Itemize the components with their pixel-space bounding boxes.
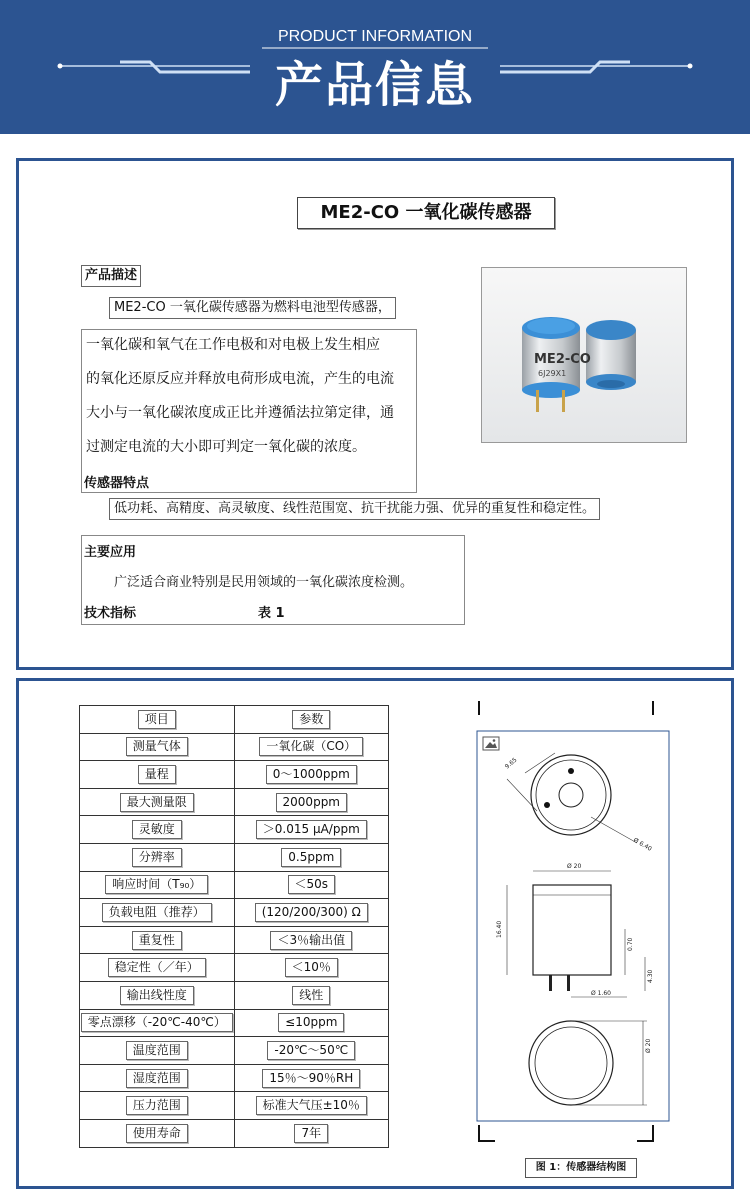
table-row [80,899,389,927]
spec-item-label: 灵敏度 [132,820,182,839]
application-box [81,535,465,625]
specs-label: 技术指标 [84,606,137,621]
features-label: 传感器特点 [84,476,150,491]
spec-item-cell [80,1064,235,1092]
table-header-row [80,706,389,734]
description-line: 过测定电流的大小即可判定一氧化碳的浓度。 [86,439,366,455]
spec-item-cell [80,954,235,982]
spec-value-label: (120/200/300) Ω [255,903,368,922]
spec-value-label: ＞0.015 μA/ppm [256,820,367,839]
table-row [80,1064,389,1092]
spec-item-label: 负载电阻（推荐） [102,903,212,922]
spec-value-cell [234,981,388,1009]
spec-item-cell [80,981,235,1009]
header-banner [0,0,750,134]
dim-base: Ø 20 [645,1038,652,1053]
table-row [80,871,389,899]
spec-item-label: 使用寿命 [126,1124,188,1143]
spec-value-cell [234,1119,388,1147]
spec-value-cell [234,1037,388,1065]
spec-value-label: 0～1000ppm [266,765,357,784]
description-line: 一氧化碳和氧气在工作电极和对电极上发生相应 [86,337,380,353]
spec-item-cell [80,1009,235,1037]
spec-value-label: ＜50s [288,875,336,894]
spec-value-label: 参数 [292,710,330,729]
table-row [80,1119,389,1147]
spec-item-cell [80,788,235,816]
spec-item-label: 项目 [138,710,176,729]
spec-value-label: ≤10ppm [278,1013,344,1032]
spec-item-cell [80,926,235,954]
product-description-panel [16,158,734,670]
spec-item-label: 稳定性（／年） [108,958,206,977]
spec-item-cell [80,843,235,871]
table-reference: 表 1 [258,606,285,621]
spec-value-label: 线性 [292,986,330,1005]
spec-item-cell [80,1037,235,1065]
spec-item-label: 压力范围 [126,1096,188,1115]
header-cn-title: 产品信息 [274,57,475,113]
table-row [80,954,389,982]
table-row [80,1092,389,1120]
spec-value-label: ＜10％ [285,958,338,977]
spec-item-cell [80,1092,235,1120]
spec-value-cell [234,733,388,761]
spec-item-label: 重复性 [132,931,182,950]
drawing-caption: 图 1：传感器结构图 [525,1158,637,1178]
spec-item-label: 分辨率 [132,848,182,867]
description-line: 大小与一氧化碳浓度成正比并遵循法拉第定律，通 [86,405,394,421]
dim-pin-diameter: Ø 1.60 [591,990,611,997]
image-placeholder-icon [483,737,499,750]
spec-value-cell [234,816,388,844]
structure-drawing [467,693,687,1153]
spec-item-cell [80,816,235,844]
spec-value-cell [234,1092,388,1120]
spec-item-label: 湿度范围 [126,1069,188,1088]
product-photo [481,267,687,443]
specification-panel [16,678,734,1189]
spec-value-cell [234,926,388,954]
description-label: 产品描述 [81,265,141,287]
spec-item-label: 零点漂移（-20℃-40℃） [81,1013,233,1032]
application-text: 广泛适合商业特别是民用领域的一氧化碳浓度检测。 [114,575,414,590]
description-line: 的氧化还原反应并释放电荷形成电流，产生的电流 [86,371,394,387]
header-en-title: PRODUCT INFORMATION [277,28,473,45]
spec-value-label: ＜3％输出值 [270,931,352,950]
dim-outer: Ø 6.40 [632,836,653,853]
features-text: 低功耗、高精度、高灵敏度、线性范围宽、抗干扰能力强、优异的重复性和稳定性。 [109,498,600,520]
product-title: ME2-CO 一氧化碳传感器 [297,197,555,229]
spec-item-label: 输出线性度 [120,986,194,1005]
spec-item-cell [80,733,235,761]
spec-value-cell [234,954,388,982]
table-row [80,843,389,871]
spec-value-label: 0.5ppm [281,848,341,867]
spec-item-label: 响应时间（T₉₀） [105,875,208,894]
table-row [80,926,389,954]
spec-item-cell [80,871,235,899]
table-row [80,816,389,844]
spec-item-cell [80,706,235,734]
dim-step: 0.70 [627,937,634,951]
dim-body: Ø 20 [567,863,582,870]
spec-value-label: 7年 [294,1124,328,1143]
dim-pin-length: 4.30 [647,969,654,983]
dim-height: 16.40 [496,920,503,938]
spec-item-cell [80,1119,235,1147]
spec-value-cell [234,899,388,927]
spec-item-cell [80,899,235,927]
photo-label: ME2-CO [534,352,591,367]
table-row [80,1009,389,1037]
spec-table [79,705,389,1148]
spec-value-cell [234,788,388,816]
table-row [80,761,389,789]
application-label: 主要应用 [84,545,137,560]
description-first-line: ME2-CO 一氧化碳传感器为燃料电池型传感器， [109,297,396,319]
spec-value-cell [234,761,388,789]
table-row [80,788,389,816]
spec-value-cell [234,706,388,734]
table-row [80,1037,389,1065]
spec-item-cell [80,761,235,789]
spec-item-label: 测量气体 [126,737,188,756]
spec-value-cell [234,1009,388,1037]
spec-value-label: 2000ppm [276,793,347,812]
spec-item-label: 量程 [138,765,176,784]
spec-value-label: 15％～90％RH [262,1069,360,1088]
spec-value-label: 一氧化碳（CO） [259,737,363,756]
table-row [80,733,389,761]
spec-item-label: 最大测量限 [120,793,194,812]
spec-value-cell [234,871,388,899]
spec-value-label: -20℃～50℃ [267,1041,355,1060]
dim-pin-spacing: 9.65 [503,756,519,771]
table-row [80,981,389,1009]
spec-item-label: 温度范围 [126,1041,188,1060]
spec-value-label: 标准大气压±10％ [256,1096,367,1115]
spec-value-cell [234,843,388,871]
photo-code: 6J29X1 [538,369,567,378]
spec-value-cell [234,1064,388,1092]
description-paragraph [81,329,417,493]
